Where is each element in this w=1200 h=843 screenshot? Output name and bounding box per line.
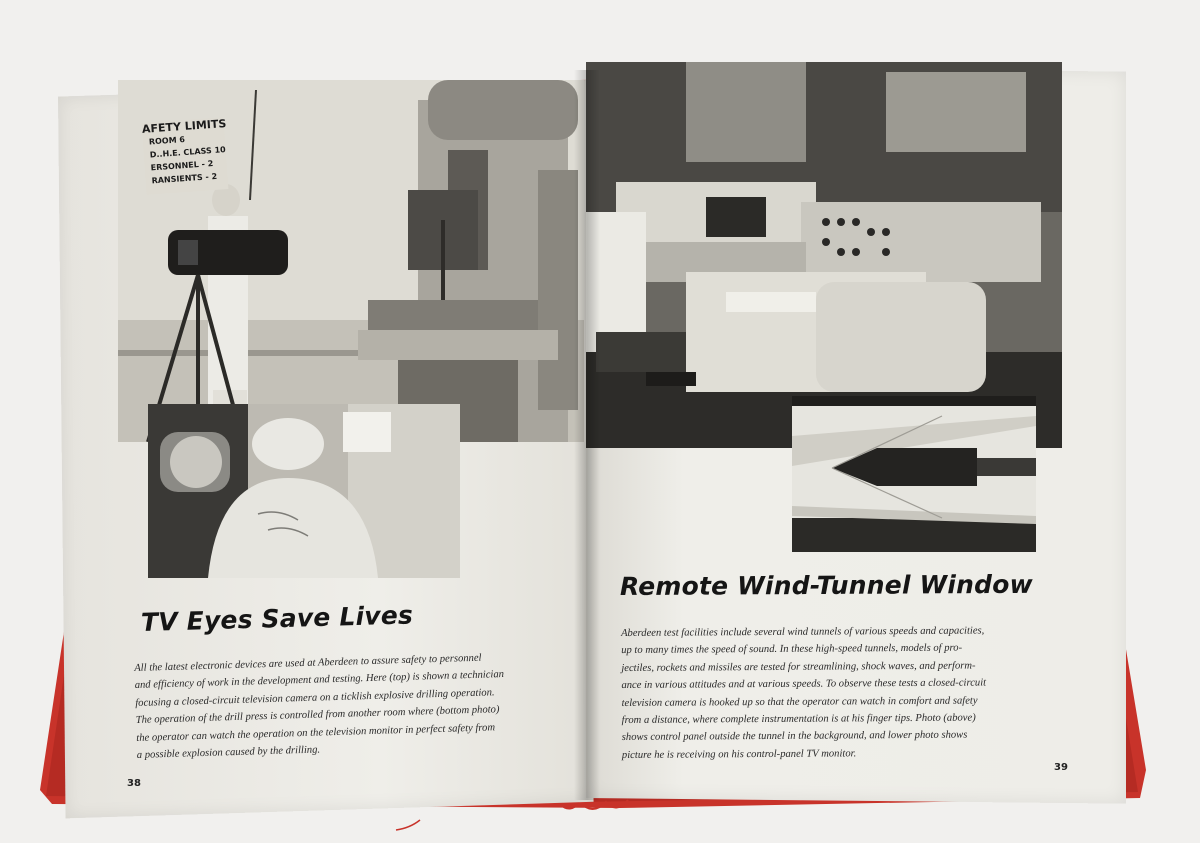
body-line: focusing a closed-circuit television camera on a ticklish explosive drilling operation.	[135, 687, 495, 709]
left-page-number: 38	[127, 778, 141, 789]
safety-limits-sign	[142, 117, 229, 195]
body-line: television camera is hooked up so that the operator can watch in comfort and safety	[621, 695, 978, 709]
body-line: The operation of the drill press is controlled from another room where (bottom photo)	[135, 704, 500, 727]
control-panel-photo	[586, 62, 1062, 448]
body-line: Aberdeen test facilities include several wind tunnels of various speeds and capacities,	[621, 625, 985, 639]
body-line: picture he is receiving on his control-panel TV monitor.	[621, 748, 857, 761]
body-line: All the latest electronic devices are used at Aberdeen to assure safety to personnel	[134, 652, 482, 674]
sign-line: ROOM 6	[148, 134, 186, 147]
body-line: and efficiency of work in the development and testing. Here (top) is shown a technician	[134, 669, 505, 692]
body-line: the operator can watch the operation on the television monitor in perfect safety from	[136, 721, 496, 744]
wind-tunnel-monitor-photo	[792, 396, 1036, 552]
sign-line: RANSIENTS - 2	[151, 171, 218, 186]
body-line: shows control panel outside the tunnel in the background, and lower photo shows	[621, 730, 968, 744]
left-page-body	[134, 647, 573, 764]
book-gutter	[574, 70, 600, 800]
body-line: from a distance, where complete instrumentation is at his finger tips. Photo (above)	[621, 712, 976, 727]
body-line: a possible explosion caused by the drilling.	[136, 744, 321, 761]
right-page-number: 39	[1054, 762, 1068, 773]
left-page-heading: TV Eyes Save Lives	[140, 600, 414, 637]
body-line: ance in various attitudes and at various speeds. To observe these tests a closed-circuit	[621, 677, 987, 692]
body-line: jectiles, rockets and missiles are tested for streamlining, shock waves, and perform-	[621, 660, 976, 674]
operator-monitor-photo	[148, 404, 460, 578]
sign-line: D..H.E. CLASS 10	[149, 145, 226, 160]
body-line: up to many times the speed of sound. In these high-speed tunnels, models of pro-	[621, 643, 963, 657]
right-page-body	[621, 622, 1066, 764]
sign-line: ERSONNEL - 2	[150, 159, 214, 173]
right-page-heading: Remote Wind-Tunnel Window	[619, 569, 1033, 601]
sign-title: AFETY LIMITS	[141, 117, 227, 136]
